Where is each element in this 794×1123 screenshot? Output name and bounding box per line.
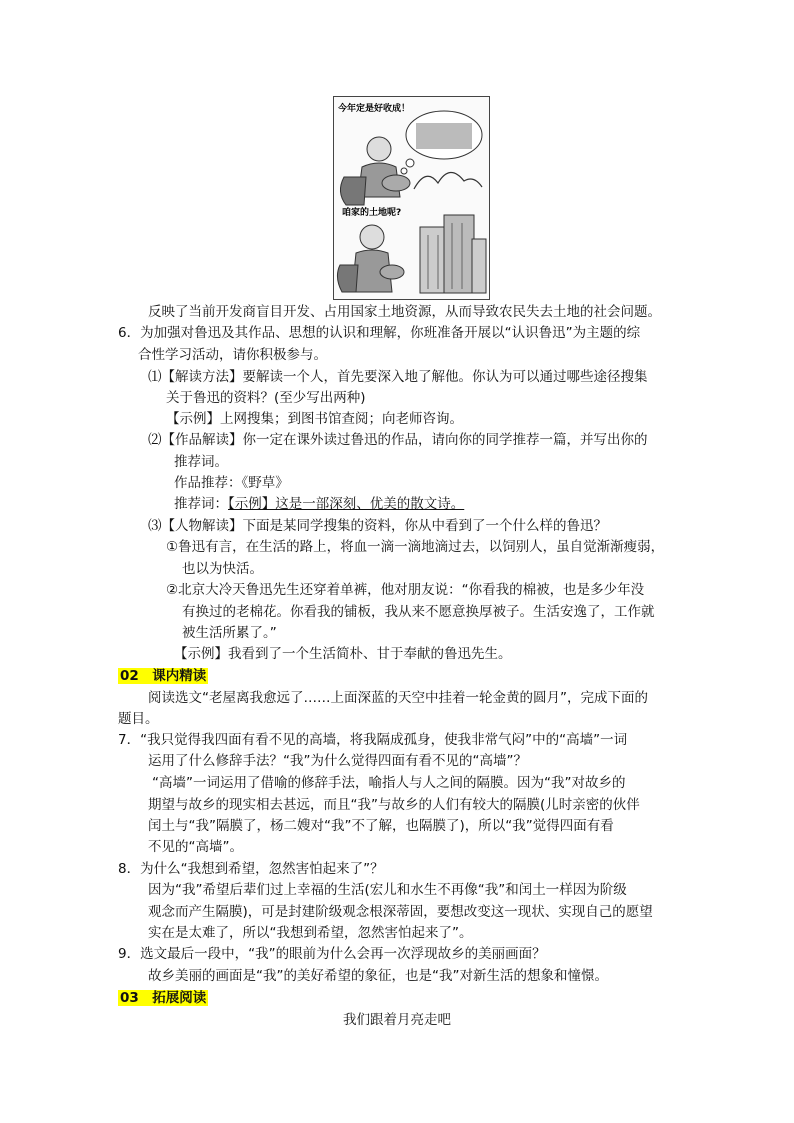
part-2-recommendation-text: 【示例】这是一部深刻、优美的散文诗。 bbox=[228, 496, 465, 512]
answer-7-line-2: 期望与故乡的现实相去甚远，而且“我”与故乡的人们有较大的隔膜(儿时亲密的伙伴 bbox=[148, 797, 640, 813]
question-6-line-1: 6．为加强对鲁迅及其作品、思想的认识和理解，你班准备开展以“认识鲁迅”为主题的综 bbox=[118, 325, 641, 341]
article-title: 我们跟着月亮走吧 bbox=[343, 1012, 451, 1028]
part-1-line-1: ⑴【解读方法】要解读一个人，首先要深入地了解他。你认为可以通过哪些途径搜集 bbox=[148, 369, 648, 385]
part-2-line-2: 推荐词。 bbox=[174, 454, 228, 470]
part-2-recommendation bbox=[174, 494, 464, 514]
section-02-intro-1: 阅读选文“老屋离我愈远了……上面深蓝的天空中挂着一轮金黄的圆月”，完成下面的 bbox=[148, 690, 648, 706]
question-9: 9．选文最后一段中，“我”的眼前为什么会再一次浮现故乡的美丽画面？ bbox=[118, 946, 546, 962]
part-3-line-1: ⑶【人物解读】下面是某同学搜集的资料，你从中看到了一个什么样的鲁迅？ bbox=[148, 518, 607, 534]
section-03-label: 03 拓展阅读 bbox=[120, 990, 207, 1006]
cartoon-illustration bbox=[333, 96, 490, 300]
cartoon-drawing bbox=[334, 97, 489, 299]
answer-8-line-1: 因为“我”希望后辈们过上幸福的生活(宏儿和水生不再像“我”和闰土一样因为阶级 bbox=[148, 882, 627, 898]
part-3-material-2-line-1: ②北京大冷天鲁迅先生还穿着单裤，他对朋友说：“你看我的棉被，也是多少年没 bbox=[166, 582, 645, 598]
question-7-line-1: 7．“我只觉得我四面有看不见的高墙，将我隔成孤身，使我非常气闷”中的“高墙”一词 bbox=[118, 732, 628, 748]
part-2-line-1: ⑵【作品解读】你一定在课外读过鲁迅的作品，请向你的同学推荐一篇，并写出你的 bbox=[148, 432, 648, 448]
answer-9: 故乡美丽的画面是“我”的美好希望的象征，也是“我”对新生活的想象和憧憬。 bbox=[148, 968, 608, 984]
question-7-line-2: 运用了什么修辞手法？“我”为什么觉得四面有看不见的“高墙”？ bbox=[148, 753, 527, 769]
cartoon-caption-bottom: 咱家的土地呢? bbox=[342, 208, 402, 218]
answer-7-line-4: 不见的“高墙”。 bbox=[148, 839, 243, 855]
question-6-line-2: 合性学习活动，请你积极参与。 bbox=[138, 347, 327, 363]
part-1-example: 【示例】上网搜集；到图书馆查阅；向老师咨询。 bbox=[166, 411, 463, 427]
question-8: 8．为什么“我想到希望，忽然害怕起来了”？ bbox=[118, 861, 384, 877]
cartoon-caption-top: 今年定是好收成！ bbox=[338, 104, 411, 114]
part-3-material-1-line-1: ①鲁迅有言，在生活的路上，将血一滴一滴地滴过去，以饲别人，虽自觉渐渐瘦弱， bbox=[166, 539, 665, 555]
section-02-heading bbox=[118, 666, 208, 686]
part-3-material-2-line-2: 有换过的老棉花。你看我的铺板，我从来不愿意换厚被子。生活安逸了，工作就 bbox=[182, 604, 655, 620]
answer-7-line-1: “高墙”一词运用了借喻的修辞手法，喻指人与人之间的隔膜。因为“我”对故乡的 bbox=[152, 775, 626, 791]
section-03-heading bbox=[118, 988, 208, 1008]
answer-7-line-3: 闰土与“我”隔膜了，杨二嫂对“我”不了解，也隔膜了)，所以“我”觉得四面有看 bbox=[148, 818, 614, 834]
part-2-recommendation-label: 推荐词： bbox=[174, 496, 228, 512]
part-3-example: 【示例】我看到了一个生活简朴、甘于奉献的鲁迅先生。 bbox=[174, 646, 512, 662]
answer-8-line-3: 实在是太难了，所以“我想到希望，忽然害怕起来了”。 bbox=[148, 925, 473, 941]
section-02-label: 02 课内精读 bbox=[120, 668, 207, 684]
part-1-line-2: 关于鲁迅的资料？(至少写出两种) bbox=[166, 390, 366, 406]
part-3-material-1-line-2: 也以为快活。 bbox=[182, 561, 263, 577]
section-02-intro-2: 题目。 bbox=[118, 711, 159, 727]
cartoon-explanation: 反映了当前开发商盲目开发、占用国家土地资源，从而导致农民失去土地的社会问题。 bbox=[148, 304, 661, 320]
answer-8-line-2: 观念而产生隔膜)，可是封建阶级观念根深蒂固，要想改变这一现状、实现自己的愿望 bbox=[148, 904, 653, 920]
part-2-work: 作品推荐：《野草》 bbox=[174, 475, 289, 491]
part-3-material-2-line-3: 被生活所累了。” bbox=[182, 625, 277, 641]
